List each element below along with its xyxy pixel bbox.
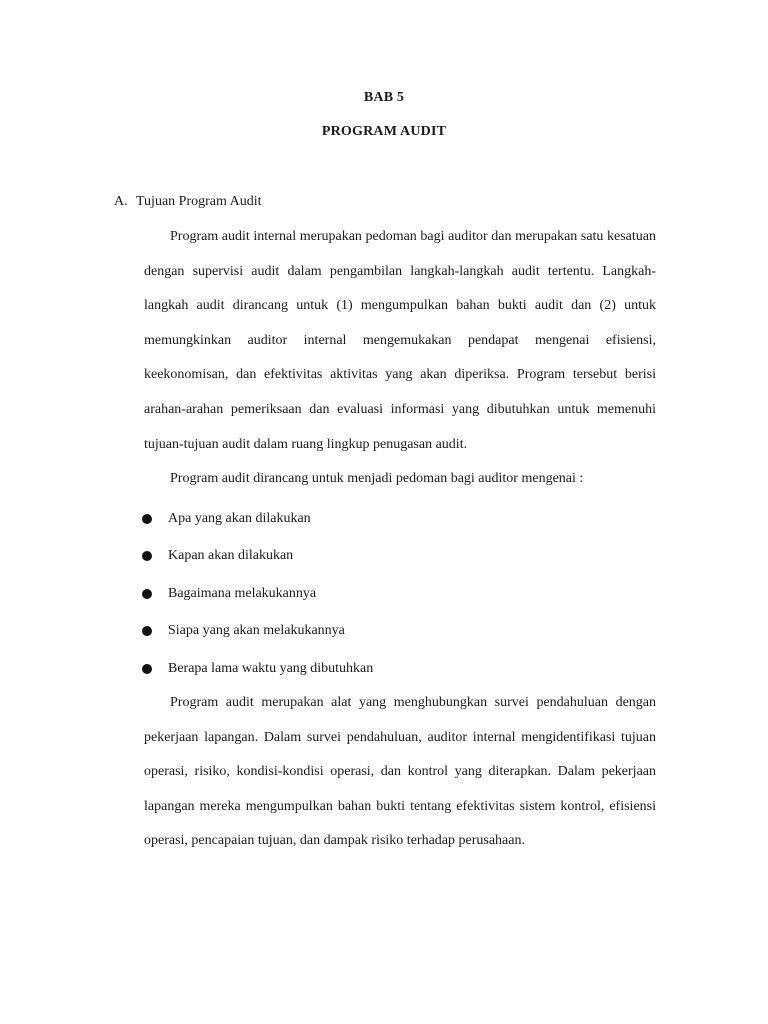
list-item bbox=[140, 538, 373, 576]
bullet-icon bbox=[142, 514, 152, 524]
list-item bbox=[140, 575, 373, 613]
section-heading bbox=[114, 194, 262, 210]
list-item-text: Berapa lama waktu yang dibutuhkan bbox=[168, 660, 374, 676]
section-letter: A. bbox=[114, 194, 128, 209]
chapter-title: PROGRAM AUDIT bbox=[321, 124, 447, 139]
list-item bbox=[140, 650, 373, 688]
paragraph-list-intro: Program audit dirancang untuk menjadi pedoman bagi auditor mengenai : bbox=[170, 471, 584, 486]
list-item-text: Apa yang akan dilakukan bbox=[168, 510, 311, 526]
list-item-text: Kapan akan dilakukan bbox=[168, 548, 294, 564]
bullet-icon bbox=[142, 664, 152, 674]
bullet-icon bbox=[142, 551, 152, 561]
bullet-icon bbox=[142, 589, 152, 599]
paragraph-conclusion: Program audit merupakan alat yang menghubungkan survei pendahuluan dengan pekerjaan lapangan. Dalam survei pendahuluan, auditor internal mengidentifikasi tujuan operasi, risiko, kondisi-kondisi operasi, dan kontrol yang diterapkan. Dalam pekerjaan lapangan mereka mengumpulkan bahan bukti tentang efektivitas sistem kontrol, efisiensi operasi, pencapaian tujuan, dan dampak risiko terhadap perusahaan. bbox=[144, 695, 656, 849]
list-item-text: Bagaimana melakukannya bbox=[168, 585, 317, 601]
list-item-text: Siapa yang akan melakukannya bbox=[168, 623, 345, 639]
section-title: Tujuan Program Audit bbox=[136, 194, 262, 209]
bullet-list bbox=[140, 500, 373, 688]
paragraph-intro: Program audit internal merupakan pedoman bagi auditor dan merupakan satu kesatuan dengan supervisi audit dalam pengambilan langkah-langkah audit tertentu. Langkah-langkah audit dirancang untuk (1) mengumpulkan bahan bukti audit dan (2) untuk memungkinkan auditor internal mengemukakan pendapat mengenai efisiensi, keekonomisan, dan efektivitas aktivitas yang akan diperiksa. Program tersebut berisi arahan-arahan pemeriksaan dan evaluasi informasi yang dibutuhkan untuk memenuhi tujuan-tujuan audit dalam ruang lingkup penugasan audit. bbox=[144, 229, 656, 452]
bullet-icon bbox=[142, 626, 152, 636]
list-item bbox=[140, 500, 373, 538]
list-item bbox=[140, 613, 373, 651]
chapter-number: BAB 5 bbox=[363, 90, 405, 105]
